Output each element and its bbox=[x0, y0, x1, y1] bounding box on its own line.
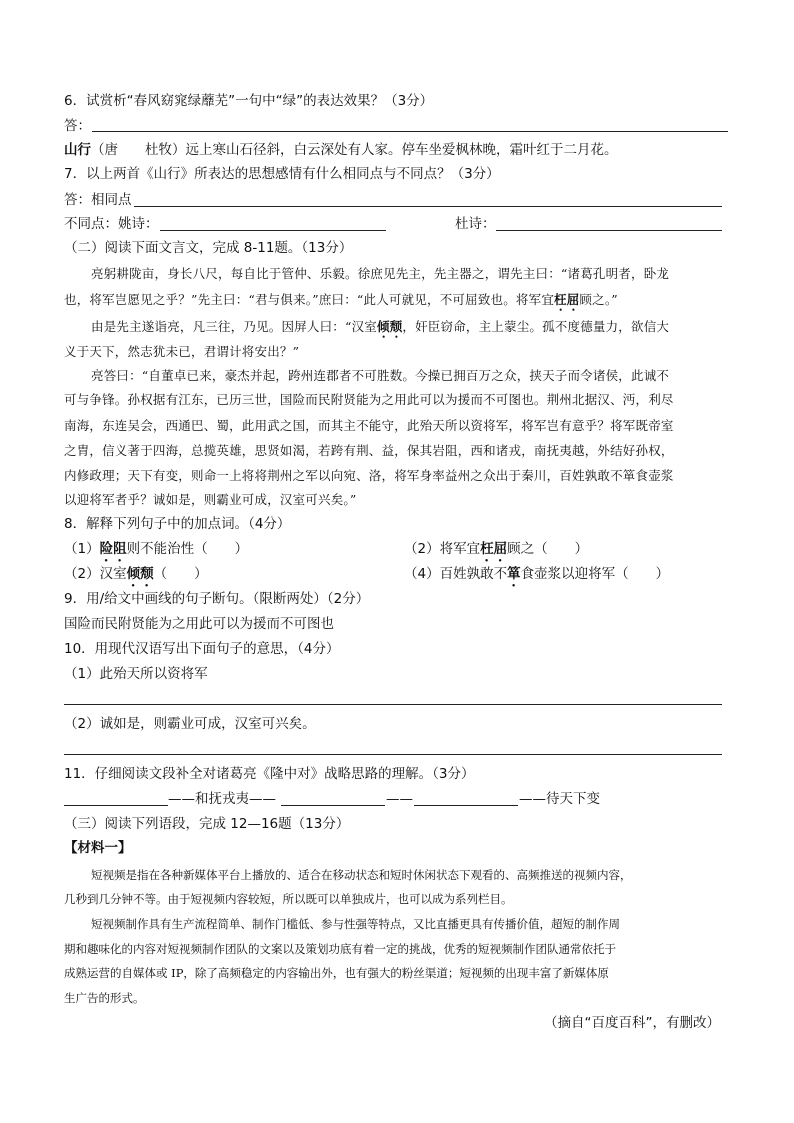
q9-sentence: 国险而民附贤能为之用此可以为援而不可图也 bbox=[64, 616, 334, 632]
passage-text: 顾之。” bbox=[579, 292, 618, 307]
passage-line bbox=[64, 290, 618, 314]
q7-same-line[interactable] bbox=[134, 206, 722, 207]
passage-line: 可与争锋。孙权据有江东，已历三世，国险而民附贤能为之用此可以为援而不可图也。荆州北据汉、沔，利尽 bbox=[64, 392, 674, 407]
q8-item-1 bbox=[64, 539, 248, 565]
q7-yao-line[interactable] bbox=[160, 230, 386, 231]
passage-line bbox=[91, 317, 669, 341]
q11-blank-1[interactable] bbox=[64, 805, 168, 806]
q11-dash-3: ——待天下变 bbox=[519, 791, 600, 807]
source-note: （摘自“百度百科”，有删改） bbox=[544, 1015, 720, 1031]
q8-item-2 bbox=[404, 539, 588, 565]
passage-line: 南海，东连吴会，西通巴、蜀，此用武之国，而其主不能守，此殆天所以资将军，将军岂有意乎？将军既帝室 bbox=[64, 418, 674, 433]
poem-author: （唐 杜牧） bbox=[91, 142, 186, 158]
q10-sentence-2: （2）诚如是，则霸业可成，汉室可兴矣。 bbox=[64, 716, 316, 732]
dotted-word: 枉屈 bbox=[554, 292, 580, 307]
poem-text: 远上寒山石径斜，白云深处有人家。停车坐爱枫林晚，霜叶红于二月花。 bbox=[185, 142, 618, 158]
q7-question: 7．以上两首《山行》所表达的思想感情有什么相同点与不同点？（3分） bbox=[64, 166, 500, 182]
q8-item-text: 食壶浆以迎将军（ ） bbox=[520, 566, 670, 582]
dotted-word: 枉屈 bbox=[480, 541, 508, 557]
q11-question: 11．仔细阅读文段补全对诸葛亮《隆中对》战略思路的理解。（3分） bbox=[64, 766, 475, 782]
passage-text: 由是先主遂诣亮，凡三往，乃见。因屏人曰：“汉室 bbox=[91, 319, 377, 334]
q10-sentence-1: （1）此殆天所以资将军 bbox=[64, 666, 208, 682]
dotted-word: 倾颓 bbox=[377, 319, 403, 334]
passage-line: 以迎将军者乎？诚如是，则霸业可成，汉室可兴矣。” bbox=[64, 492, 357, 507]
material-line: 几秒到几分钟不等。由于短视频内容较短，所以既可以单独成片，也可以成为系列栏目。 bbox=[64, 892, 513, 906]
q7-diff-label: 不同点：姚诗： bbox=[64, 216, 159, 232]
q8-item-4 bbox=[404, 564, 669, 590]
material-line: 成熟运营的自媒体或 IP，除了高频稳定的内容输出外，也有强大的粉丝渠道；短视频的出现丰富了新媒体原 bbox=[64, 966, 609, 980]
dotted-word: 险阻 bbox=[99, 541, 127, 557]
q6-answer-line[interactable] bbox=[92, 131, 728, 132]
passage-line: 义于天下，然志犹未已，君谓计将安出？” bbox=[64, 344, 300, 359]
q8-item-text: 顾之（ ） bbox=[507, 541, 589, 557]
section2-heading: （二）阅读下面文言文，完成 8-11题。（13分） bbox=[64, 240, 353, 256]
q7-du-label: 杜诗： bbox=[455, 216, 496, 232]
q9-question: 9．用/给文中画线的句子断句。（限断两处）（2分） bbox=[64, 591, 370, 607]
q6-answer-label: 答： bbox=[64, 118, 91, 134]
material-line: 期和趣味化的内容对短视频制作团队的文案以及策划功底有着一定的挑战，优秀的短视频制作团队通常依托于 bbox=[64, 942, 616, 956]
q8-question: 8．解释下列句子中的加点词。（4分） bbox=[64, 516, 291, 532]
passage-line: 内修政理；天下有变，则命一上将将荆州之军以向宛、洛，将军身率益州之众出于秦川，百姓孰敢不箪食壶浆 bbox=[64, 468, 674, 483]
passage-text: ，奸臣窃命，主上蒙尘。孤不度德量力，欲信大 bbox=[402, 319, 670, 334]
q10-answer-line-2[interactable] bbox=[64, 754, 722, 755]
q11-dash-1: ——和抚戎夷—— bbox=[168, 791, 276, 807]
poem-line bbox=[64, 140, 618, 160]
section3-heading: （三）阅读下列语段，完成 12—16题（13分） bbox=[64, 816, 350, 832]
passage-text: 也，将军岂愿见之乎？”先主曰：“君与俱来。”庶曰：“此人可就见，不可屈致也。将军宜 bbox=[64, 292, 555, 307]
passage-line: 亮躬耕陇亩，身长八尺，每自比于管仲、乐毅。徐庶见先主，先主器之，谓先主曰：“诸葛孔明者，卧龙 bbox=[91, 266, 670, 281]
q11-dash-2: —— bbox=[386, 791, 413, 807]
q11-blank-3[interactable] bbox=[414, 805, 518, 806]
dotted-word: 箪 bbox=[507, 566, 521, 582]
passage-line: 之胄，信义著于四海，总揽英雄，思贤如渴，若跨有荆、益，保其岩阻，西和诸戎，南抚夷越，外结好孙权， bbox=[64, 443, 674, 458]
q8-item-text: 则不能治性（ ） bbox=[126, 541, 249, 557]
passage-line: 亮答曰：“自董卓已来，豪杰并起，跨州连郡者不可胜数。今操已拥百万之众，挟天子而令诸侯，此诚不 bbox=[91, 368, 670, 383]
q8-item-text: （ ） bbox=[153, 566, 208, 582]
q10-question: 10．用现代汉语写出下面句子的意思，（4分） bbox=[64, 641, 340, 657]
q8-item-text: （4）百姓孰敢不 bbox=[404, 566, 508, 582]
material-label: 【材料一】 bbox=[64, 840, 132, 856]
poem-title: 山行 bbox=[64, 142, 91, 158]
dotted-word: 倾颓 bbox=[126, 566, 154, 582]
material-line: 短视频制作具有生产流程简单、制作门槛低、参与性强等特点，又比直播更具有传播价值，超短的制作周 bbox=[91, 917, 620, 931]
q6-question: 6．试赏析“春风窈窕绿蘼芜”一句中“绿”的表达效果？（3分） bbox=[64, 93, 434, 109]
q8-item-text: （1） bbox=[64, 541, 100, 557]
q11-blank-2[interactable] bbox=[281, 805, 385, 806]
q8-item-text: （2）将军宜 bbox=[404, 541, 481, 557]
q10-answer-line-1[interactable] bbox=[64, 704, 722, 705]
material-line: 生广告的形式。 bbox=[64, 991, 145, 1005]
q7-du-line[interactable] bbox=[496, 230, 722, 231]
q7-same-label: 答：相同点 bbox=[64, 192, 132, 208]
q8-item-text: （2）汉室 bbox=[64, 566, 127, 582]
material-line: 短视频是指在各种新媒体平台上播放的、适合在移动状态和短时休闲状态下观看的、高频推送的视频内容， bbox=[91, 868, 632, 882]
q8-item-3 bbox=[64, 564, 208, 590]
